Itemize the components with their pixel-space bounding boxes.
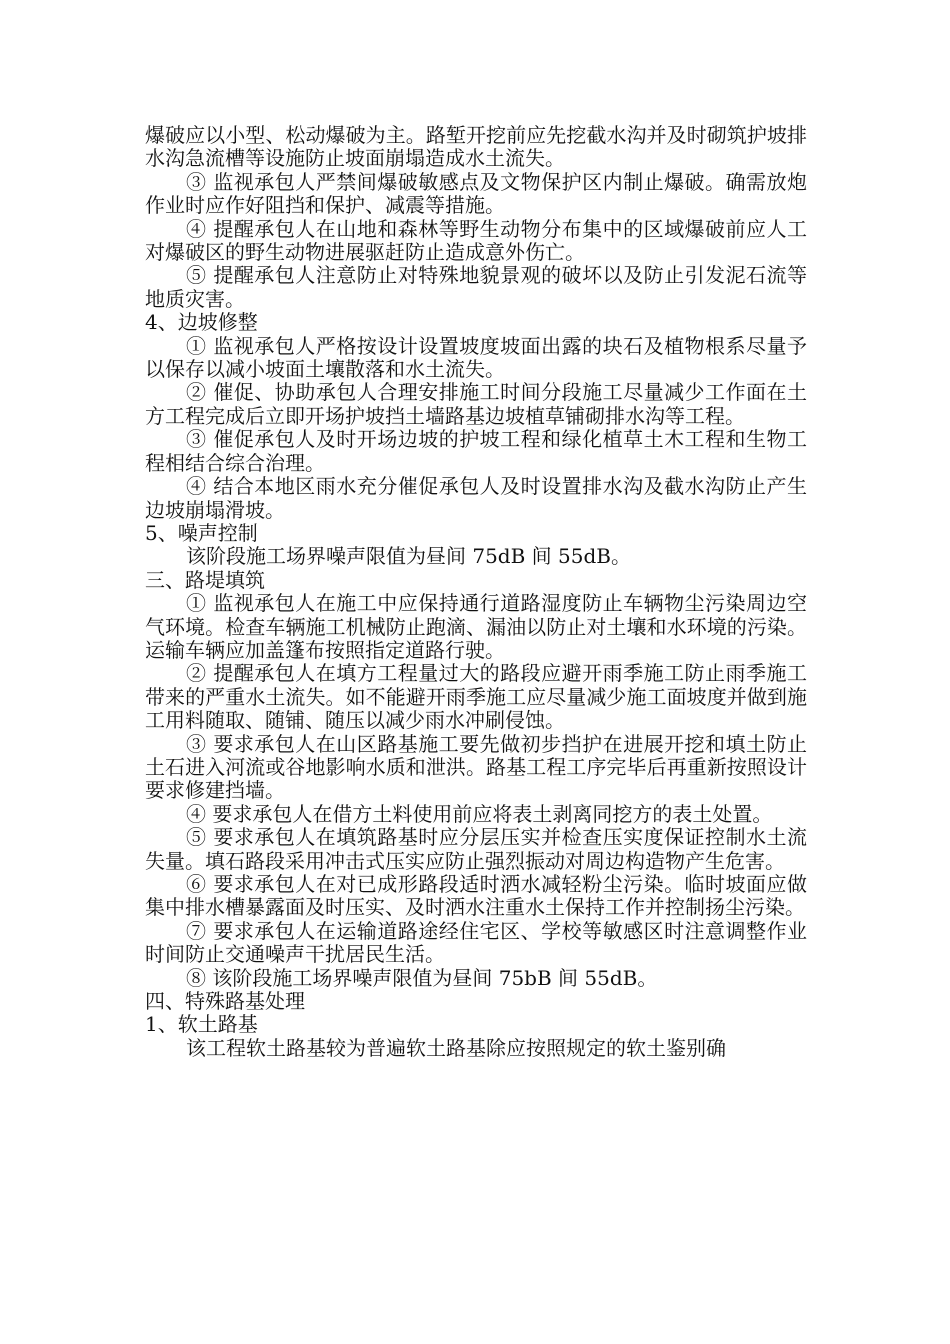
section-heading: 1、软土路基	[145, 1012, 258, 1037]
section-heading: 5、噪声控制	[145, 520, 258, 545]
paragraph: ⑧ 该阶段施工场界噪声限值为昼间 75bB 间 55dB。	[186, 965, 658, 990]
paragraph: ⑤ 提醒承包人注意防止对特殊地貌景观的破坏以及防止引发泥石流等地质灾害。	[145, 263, 807, 311]
paragraph: 爆破应以小型、松动爆破为主。路堑开挖前应先挖截水沟并及时砌筑护坡排水沟急流槽等设施防止坡面崩塌造成水土流失。	[145, 123, 807, 171]
paragraph: ③ 催促承包人及时开场边坡的护坡工程和绿化植草土木工程和生物工程相结合综合治理。	[145, 427, 807, 475]
paragraph: ③ 要求承包人在山区路基施工要先做初步挡护在进展开挖和填土防止土石进入河流或谷地影响水质和泄洪。路基工程工序完毕后再重新按照设计要求修建挡墙。	[145, 731, 807, 803]
paragraph: ① 监视承包人在施工中应保持通行道路湿度防止车辆物尘污染周边空气环境。检查车辆施工机械防止跑滴、漏油以防止对土壤和水环境的污染。运输车辆应加盖篷布按照指定道路行驶。	[145, 591, 807, 662]
section-heading: 三、路堤填筑	[145, 567, 265, 592]
paragraph: 该阶段施工场界噪声限值为昼间 75dB 间 55dB。	[186, 544, 631, 569]
paragraph: ⑦ 要求承包人在运输道路途经住宅区、学校等敏感区时注意调整作业时间防止交通噪声干扰居民生活。	[145, 918, 807, 967]
paragraph: ④ 提醒承包人在山地和森林等野生动物分布集中的区域爆破前应人工对爆破区的野生动物进展驱赶防止造成意外伤亡。	[145, 216, 807, 265]
paragraph: ④ 要求承包人在借方土料使用前应将表土剥离同挖方的表土处置。	[186, 801, 773, 826]
section-heading: 4、边坡修整	[145, 310, 258, 335]
paragraph: ⑤ 要求承包人在填筑路基时应分层压实并检查压实度保证控制水土流失量。填石路段采用冲击式压实应防止强烈振动对周边构造物产生危害。	[145, 825, 807, 873]
section-heading: 四、特殊路基处理	[145, 989, 305, 1014]
paragraph: ③ 监视承包人严禁间爆破敏感点及文物保护区内制止爆破。确需放炮作业时应作好阻挡和保护、减震等措施。	[145, 169, 807, 218]
paragraph: ⑥ 要求承包人在对已成形路段适时洒水减轻粉尘污染。临时坡面应做集中排水槽暴露面及时压实、及时洒水注重水土保持工作并控制扬尘污染。	[145, 872, 807, 920]
paragraph: ① 监视承包人严格按设计设置坡度坡面出露的块石及植物根系尽量予以保存以减小坡面土壤散落和水土流失。	[145, 333, 807, 382]
paragraph: 该工程软土路基较为普遍软土路基除应按照规定的软土鉴别确	[186, 1035, 726, 1060]
paragraph: ② 提醒承包人在填方工程量过大的路段应避开雨季施工防止雨季施工带来的严重水土流失。如不能避开雨季施工应尽量减少施工面坡度并做到施工用料随取、随铺、随压以减少雨水冲刷侵蚀。	[145, 661, 807, 733]
document-body	[145, 124, 807, 1060]
paragraph: ② 催促、协助承包人合理安排施工时间分段施工尽量减少工作面在土方工程完成后立即开场护坡挡土墙路基边坡植草铺砌排水沟等工程。	[145, 380, 807, 428]
paragraph: ④ 结合本地区雨水充分催促承包人及时设置排水沟及截水沟防止产生边坡崩塌滑坡。	[145, 474, 807, 522]
